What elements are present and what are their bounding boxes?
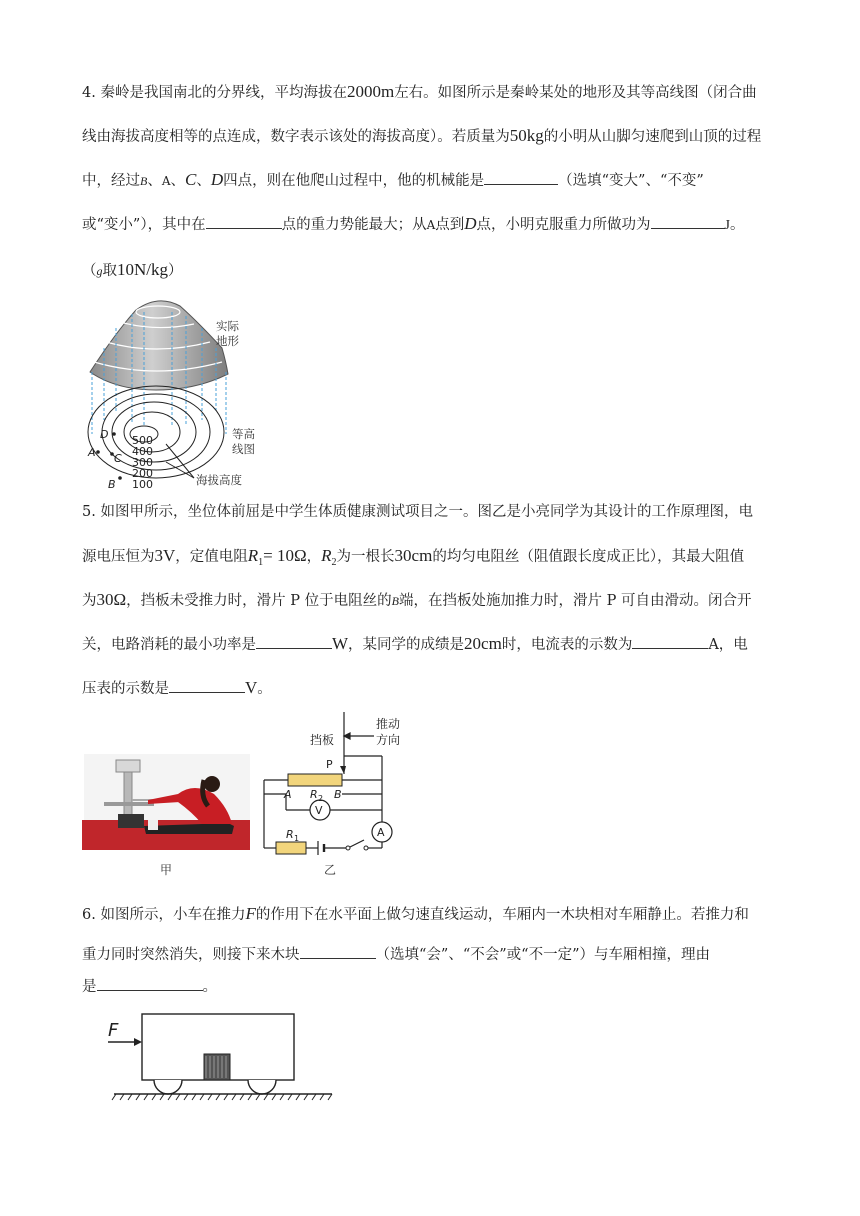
q4-text: 四点，则在他爬山过程中，他的机械能是 [223,173,485,189]
q5-text: 。 [257,681,272,697]
point-d: D [210,170,224,189]
q5-text: ，某同学的成绩是 [348,637,465,653]
label-r2-sub: 2 [318,794,324,803]
q6-text: 的作用下在水平面上做匀速直线运动，车厢内一木块相对车厢静止。若推力和 [255,907,749,923]
q6-text: （选填“会”、“不会”或“不一定”）与车厢相撞，理由 [375,947,710,963]
rmax-value: 30Ω [96,590,127,609]
q5-text: ，定值电阻 [175,549,248,565]
q6-text: 重力同时突然消失，则接下来木块 [82,947,300,963]
label-c: C [114,452,122,465]
answer-blank-power[interactable] [256,634,332,649]
ground-hatch [112,1094,332,1100]
contour-points [87,428,122,491]
sit-and-reach-photo [82,754,250,878]
answer-blank-voltage[interactable] [169,678,245,693]
unit-j: J [724,218,730,233]
q4-line-4 [82,214,744,236]
resistor-r2 [288,774,342,786]
q5-text: 压表的示数是 [82,681,169,697]
symbol-r1: R [247,546,259,565]
point-b: B [140,174,148,188]
q5-text: 关，电路消耗的最小功率是 [82,637,256,653]
q6-text: 。 [202,979,217,995]
q5-text: 时，电流表的示数为 [501,637,633,653]
label-force-f: F [108,1020,119,1041]
label-a: A [284,788,292,801]
point-a: A [161,174,171,188]
q5-line-3 [82,590,751,611]
label-p: P [326,758,333,771]
q5-line-1 [82,502,753,522]
label-v: V [315,804,323,817]
answer-blank-current[interactable] [632,634,708,649]
q5-line-2 [82,546,744,573]
point-b: B [391,594,399,608]
symbol-r2: R [321,546,332,565]
q4-line-2 [82,126,761,147]
q6-text: 是 [82,979,97,995]
q4-text: 4. 秦岭是我国南北的分界线，平均海拔在 [82,85,347,101]
label-altitude: 海拔高度 [196,473,242,487]
answer-blank-collide[interactable] [300,944,376,959]
label-r1: R [286,828,294,841]
label-baffle: 挡板 [310,733,335,747]
answer-blank-energy[interactable] [484,170,558,185]
caption-jia: 甲 [160,863,173,877]
height-400: 400 [132,445,153,458]
switch-icon [346,846,350,850]
q6-line-3 [82,976,217,997]
q4-text: （选填“变大”、“不变” [558,173,704,189]
q4-text: 点到 [435,217,465,233]
q4-text: 取 [102,263,117,279]
label-ammeter: A [377,826,385,839]
q5-text: 源电压恒为 [82,549,155,565]
q4-text: （ [82,263,97,279]
q5-text: 为一根长 [336,549,395,565]
answer-blank-reason[interactable] [97,976,203,991]
contour-heights [132,434,153,491]
q5-text: 端，在挡板处施加推力时，滑片 P 可自由滑动。闭合开 [398,593,752,609]
point-d: D [464,214,477,233]
label-b: B [108,478,116,491]
q4-text: 中，经过 [82,173,140,189]
height-200: 200 [132,467,153,480]
wheel-right [248,1080,276,1094]
height-300: 300 [132,456,153,469]
label-a: A [88,446,96,459]
answer-blank-point[interactable] [206,214,282,229]
label-actual-2: 地形 [216,334,239,348]
label-r1-sub: 1 [294,834,300,843]
q5-line-5 [82,678,272,699]
point-a: A [426,218,436,232]
wheel-left [154,1080,182,1094]
q4-text: ） [168,263,183,279]
q4-sep: 、 [196,173,211,189]
q4-text: 或“变小”），其中在 [82,217,206,233]
cart-figure [108,1008,338,1108]
point-c: C [185,170,197,189]
q5-text: ，挡板未受推力时，滑片 P 位于电阻丝的 [126,593,392,609]
voltage-value: 3V [154,546,176,565]
battery-icon [318,841,324,855]
height-500: 500 [132,434,153,447]
q5-text: A，电 [708,637,748,653]
label-push-2: 方向 [376,733,401,747]
q5-line-4 [82,634,748,655]
terrain-hill [90,301,228,390]
q4-mass: 50kg [509,126,544,145]
symbol-g: g [96,264,103,278]
symbol-r1-sub: 1 [258,556,264,568]
label-contour-1: 等高 [232,427,255,441]
q4-period: 。 [729,217,745,233]
q4-text: 点，小明克服重力所做功为 [476,217,651,233]
unit-v: V [245,678,258,697]
height-100: 100 [132,478,153,491]
q4-text: 线由海拔高度相等的点连成，数字表示该处的海拔高度）。若质量为 [82,129,510,145]
label-contour-2: 线图 [232,442,255,456]
label-actual-1: 实际 [216,319,239,333]
symbol-f: F [245,904,256,923]
score-value: 20cm [464,634,502,653]
q6-line-2 [82,944,710,965]
label-d: D [100,428,109,441]
slider-p [340,766,346,774]
q4-text: 的小明从山脚匀速爬到山顶的过程 [543,129,762,145]
q4-line-3 [82,170,704,191]
q4-text: 点的重力势能最大；从 [281,217,427,233]
unit-w: W [332,634,349,653]
q5-text: ， [306,549,322,565]
circuit-diagram [256,712,418,878]
q4-line-5 [82,260,183,281]
label-b: B [334,788,342,801]
label-push-1: 推动 [376,717,401,731]
q5-text: 的均匀电阻丝（阻值跟长度成正比），其最大阻值 [432,549,745,565]
q4-text: 左右。如图所示是秦岭某处的地形及其等高线图（闭合曲 [394,85,757,101]
answer-blank-work[interactable] [651,214,725,229]
q6-line-1 [82,904,749,925]
q6-text: 6. 如图所示，小车在推力 [82,907,246,923]
caption-yi: 乙 [324,863,337,877]
q5-text: 为 [82,593,97,609]
q4-sep: 、 [147,173,162,189]
q5-text: 5. 如图甲所示，坐位体前屈是中学生体质健康测试项目之一。图乙是小亮同学为其设计的工作原理图，电 [82,504,753,520]
q4-line-1 [82,82,757,103]
resistor-r1 [276,842,306,854]
g-value: 10N/kg [117,260,168,279]
q4-sep: 、 [170,173,186,189]
symbol-r2-sub: 2 [331,556,337,568]
label-r2: R [310,788,318,801]
altitude-arrows [166,444,194,478]
length-value: 30cm [394,546,433,565]
terrain-contour-figure [76,292,282,492]
r1-value: = 10Ω [263,546,307,565]
q4-altitude: 2000m [346,82,395,101]
